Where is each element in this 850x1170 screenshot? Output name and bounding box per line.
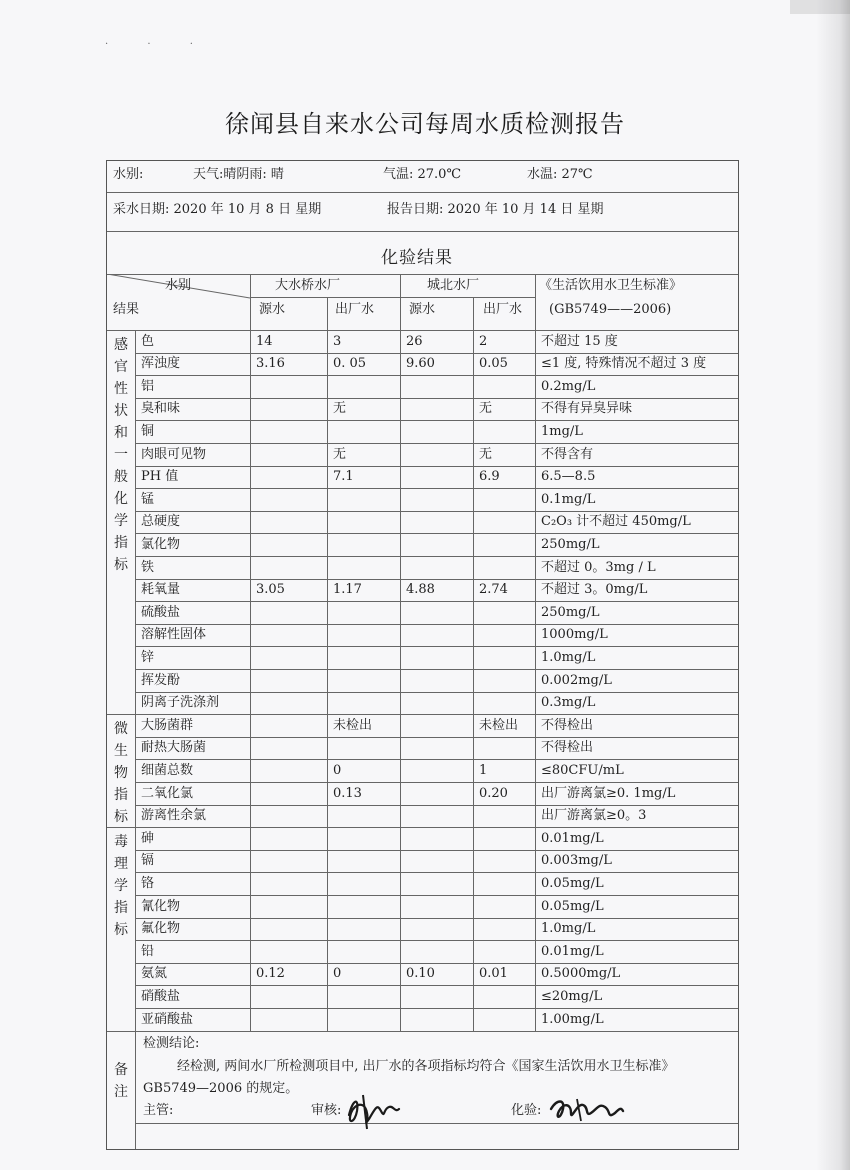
row-divider	[135, 556, 738, 557]
standard-limit: 0.1mg/L	[541, 491, 596, 507]
row-divider	[135, 488, 738, 489]
raw-water-2-value: 26	[406, 333, 423, 349]
standard-limit: 1mg/L	[541, 423, 583, 439]
category-char: 学	[114, 513, 128, 529]
standard-limit: ≤20mg/L	[541, 988, 603, 1004]
item-name: 臭和味	[141, 401, 181, 417]
outlet-water-1-value: 0. 05	[333, 356, 367, 372]
row-divider	[135, 669, 738, 670]
item-name: 二氧化氯	[141, 785, 194, 801]
row-divider	[135, 624, 738, 625]
divider	[107, 330, 738, 331]
row-divider	[135, 737, 738, 738]
weather-field: 天气:晴阴雨: 晴	[193, 167, 284, 182]
item-name: 游离性余氯	[141, 808, 207, 824]
standard-limit: ≤1 度, 特殊情况不超过 3 度	[541, 356, 707, 372]
category-char: 标	[114, 809, 128, 826]
item-name: 铝	[141, 378, 155, 394]
category-toxicology	[107, 831, 135, 941]
standard-limit: 不得有异臭异味	[541, 401, 633, 417]
category-char: 性	[114, 381, 128, 397]
standard-limit: 不得含有	[541, 446, 594, 462]
standard-limit: 不超过 3。0mg/L	[541, 582, 648, 598]
row-divider	[135, 850, 738, 851]
corner-bottom-label: 结果	[113, 302, 140, 317]
row-divider	[135, 918, 738, 919]
standard-limit: 不超过 0。3mg / L	[541, 559, 656, 575]
outlet-water-1-value: 未检出	[333, 717, 373, 733]
outlet-water-2-value: 0.05	[479, 356, 508, 372]
standard-header-line2: (GB5749——2006)	[549, 302, 672, 317]
category-char: 毒	[114, 834, 128, 851]
item-name: 硫酸盐	[141, 604, 181, 620]
category-char: 微	[114, 721, 128, 738]
outlet-water-header-2: 出厂水	[483, 302, 523, 317]
column-divider	[400, 274, 401, 1031]
row-divider	[135, 353, 738, 354]
divider	[107, 231, 738, 232]
item-name: 浑浊度	[141, 356, 181, 372]
row-divider	[107, 827, 738, 828]
item-name: 硝酸盐	[141, 988, 181, 1004]
column-divider	[535, 274, 536, 1031]
remarks-heading: 检测结论:	[143, 1036, 200, 1051]
item-name: 锰	[141, 491, 155, 507]
category-char: 指	[114, 787, 128, 804]
tester-label: 化验:	[511, 1103, 542, 1118]
row-divider	[135, 805, 738, 806]
standard-limit: 1000mg/L	[541, 627, 608, 643]
supervisor-label: 主管:	[143, 1103, 174, 1118]
outlet-water-2-value: 无	[479, 446, 493, 462]
standard-limit: 不得检出	[541, 717, 594, 733]
report-date-field: 报告日期: 2020 年 10 月 14 日 星期	[387, 202, 604, 217]
category-char: 状	[114, 403, 128, 419]
standard-limit: 0.3mg/L	[541, 695, 596, 711]
item-name: 铜	[141, 423, 155, 439]
standard-limit: 1.0mg/L	[541, 649, 596, 665]
standard-limit: 出厂游离氯≥0。3	[541, 808, 647, 824]
item-name: 氟化物	[141, 921, 181, 937]
item-name: 铬	[141, 875, 155, 891]
standard-limit: 0.01mg/L	[541, 943, 604, 959]
row-divider	[135, 375, 738, 376]
raw-water-2-value: 9.60	[406, 356, 435, 372]
raw-water-2-value: 0.10	[406, 966, 435, 982]
item-name: 色	[141, 333, 155, 349]
raw-water-1-value: 14	[256, 333, 273, 349]
raw-water-header-2: 源水	[409, 302, 436, 317]
standard-limit: 不超过 15 度	[541, 333, 618, 349]
raw-water-2-value: 4.88	[406, 582, 435, 598]
row-divider	[135, 940, 738, 941]
category-char: 备	[114, 1061, 128, 1078]
column-divider	[327, 297, 328, 1031]
outlet-water-1-value: 1.17	[333, 582, 362, 598]
row-divider	[135, 511, 738, 512]
standard-limit: 6.5—8.5	[541, 469, 596, 485]
tester-signature	[547, 1095, 627, 1125]
category-microbial	[107, 718, 135, 828]
standard-limit: 1.00mg/L	[541, 1011, 604, 1027]
raw-water-1-value: 3.05	[256, 582, 285, 598]
item-name: 铁	[141, 559, 155, 575]
outlet-water-1-value: 3	[333, 333, 342, 349]
item-name: 肉眼可见物	[141, 446, 207, 462]
outlet-water-1-value: 0.13	[333, 785, 362, 801]
standard-header-line1: 《生活饮用水卫生标准》	[539, 278, 683, 293]
scan-top-shadow	[790, 0, 850, 14]
item-name: 砷	[141, 830, 155, 846]
outlet-water-2-value: 0.20	[479, 785, 508, 801]
outlet-water-2-value: 2	[479, 333, 488, 349]
row-divider	[135, 579, 738, 580]
item-name: 锌	[141, 649, 155, 665]
row-divider	[135, 782, 738, 783]
category-remarks	[107, 1059, 135, 1103]
category-char: 化	[114, 491, 128, 507]
outlet-water-1-value: 0	[333, 762, 342, 778]
water-temp-field: 水温: 27℃	[527, 167, 593, 182]
category-char: 标	[114, 557, 128, 573]
outlet-water-2-value: 1	[479, 762, 488, 778]
category-sensory-chemical	[107, 334, 135, 576]
outlet-water-header-1: 出厂水	[335, 302, 375, 317]
row-divider	[135, 963, 738, 964]
item-name: 耐热大肠菌	[141, 740, 207, 756]
item-name: 总硬度	[141, 514, 181, 530]
category-char: 一	[114, 447, 128, 463]
item-name: 细菌总数	[141, 762, 194, 778]
scan-edge-shadow	[816, 0, 850, 1170]
row-divider	[135, 872, 738, 873]
row-divider	[135, 601, 738, 602]
water-label: 水别:	[113, 167, 144, 182]
outlet-water-2-value: 未检出	[479, 717, 519, 733]
category-char: 生	[114, 743, 128, 760]
row-divider	[135, 533, 738, 534]
divider	[250, 297, 535, 298]
row-divider	[135, 985, 738, 986]
category-char: 和	[114, 425, 128, 441]
standard-limit: 0.5000mg/L	[541, 966, 621, 982]
column-divider	[250, 274, 251, 1031]
row-divider	[135, 466, 738, 467]
outlet-water-1-value: 7.1	[333, 469, 354, 485]
standard-limit: 0.01mg/L	[541, 830, 604, 846]
standard-limit: 250mg/L	[541, 536, 600, 552]
item-name: 耗氧量	[141, 582, 181, 598]
report-sheet	[106, 160, 739, 1150]
row-divider	[135, 646, 738, 647]
standard-limit: 0.002mg/L	[541, 672, 612, 688]
category-char: 学	[114, 878, 128, 895]
row-divider	[135, 443, 738, 444]
row-divider	[135, 398, 738, 399]
outlet-water-1-value: 无	[333, 446, 347, 462]
category-char: 标	[114, 922, 128, 939]
scan-specks: . . .	[105, 36, 211, 47]
standard-limit: ≤80CFU/mL	[541, 762, 624, 778]
category-char: 注	[114, 1083, 128, 1100]
item-name: 氨氮	[141, 966, 168, 982]
plant1-header: 大水桥水厂	[275, 278, 341, 293]
item-name: 铅	[141, 943, 155, 959]
item-name: PH 值	[141, 469, 179, 485]
section-title: 化验结果	[381, 248, 453, 268]
standard-limit: 0.003mg/L	[541, 853, 612, 869]
category-char: 指	[114, 535, 128, 551]
standard-limit: 1.0mg/L	[541, 921, 596, 937]
row-divider	[135, 759, 738, 760]
reviewer-signature	[343, 1089, 405, 1131]
outlet-water-1-value: 无	[333, 401, 347, 417]
outlet-water-2-value: 无	[479, 401, 493, 417]
standard-limit: 0.05mg/L	[541, 898, 604, 914]
category-char: 理	[114, 856, 128, 873]
raw-water-1-value: 0.12	[256, 966, 285, 982]
standard-limit: 0.2mg/L	[541, 378, 596, 394]
corner-top-label: 水别	[165, 278, 192, 293]
category-char: 物	[114, 765, 128, 782]
category-char: 般	[114, 469, 128, 485]
raw-water-header-1: 源水	[259, 302, 286, 317]
column-divider	[135, 330, 136, 1149]
row-divider	[135, 692, 738, 693]
outlet-water-2-value: 0.01	[479, 966, 508, 982]
item-name: 氰化物	[141, 898, 181, 914]
row-divider	[107, 714, 738, 715]
plant2-header: 城北水厂	[427, 278, 480, 293]
standard-limit: 不得检出	[541, 740, 594, 756]
divider	[107, 192, 738, 193]
raw-water-1-value: 3.16	[256, 356, 285, 372]
row-divider	[135, 1008, 738, 1009]
item-name: 挥发酚	[141, 672, 181, 688]
outlet-water-2-value: 6.9	[479, 469, 500, 485]
outlet-water-1-value: 0	[333, 966, 342, 982]
category-char: 感	[114, 337, 128, 353]
item-name: 镉	[141, 853, 155, 869]
page-title: 徐闻县自来水公司每周水质检测报告	[225, 110, 625, 138]
column-divider	[473, 297, 474, 1031]
row-divider	[135, 420, 738, 421]
item-name: 溶解性固体	[141, 627, 207, 643]
row-divider	[107, 1031, 738, 1032]
item-name: 亚硝酸盐	[141, 1011, 194, 1027]
remarks-line2: GB5749—2006 的规定。	[143, 1081, 299, 1096]
reviewer-label: 审核:	[311, 1103, 342, 1118]
outlet-water-2-value: 2.74	[479, 582, 508, 598]
standard-limit: 出厂游离氯≥0. 1mg/L	[541, 785, 676, 801]
row-divider	[135, 1123, 738, 1124]
standard-limit: 0.05mg/L	[541, 875, 604, 891]
row-divider	[135, 895, 738, 896]
standard-limit: C₂O₃ 计不超过 450mg/L	[541, 514, 691, 530]
category-char: 指	[114, 900, 128, 917]
item-name: 阴离子洗涤剂	[141, 695, 220, 711]
sampling-date-field: 采水日期: 2020 年 10 月 8 日 星期	[113, 202, 322, 217]
remarks-line1: 经检测, 两间水厂所检测项目中, 出厂水的各项指标均符合《国家生活饮用水卫生标准》	[177, 1059, 675, 1074]
category-char: 官	[114, 359, 128, 375]
item-name: 大肠菌群	[141, 717, 194, 733]
air-temp-field: 气温: 27.0℃	[383, 167, 462, 182]
item-name: 氯化物	[141, 536, 181, 552]
standard-limit: 250mg/L	[541, 604, 600, 620]
